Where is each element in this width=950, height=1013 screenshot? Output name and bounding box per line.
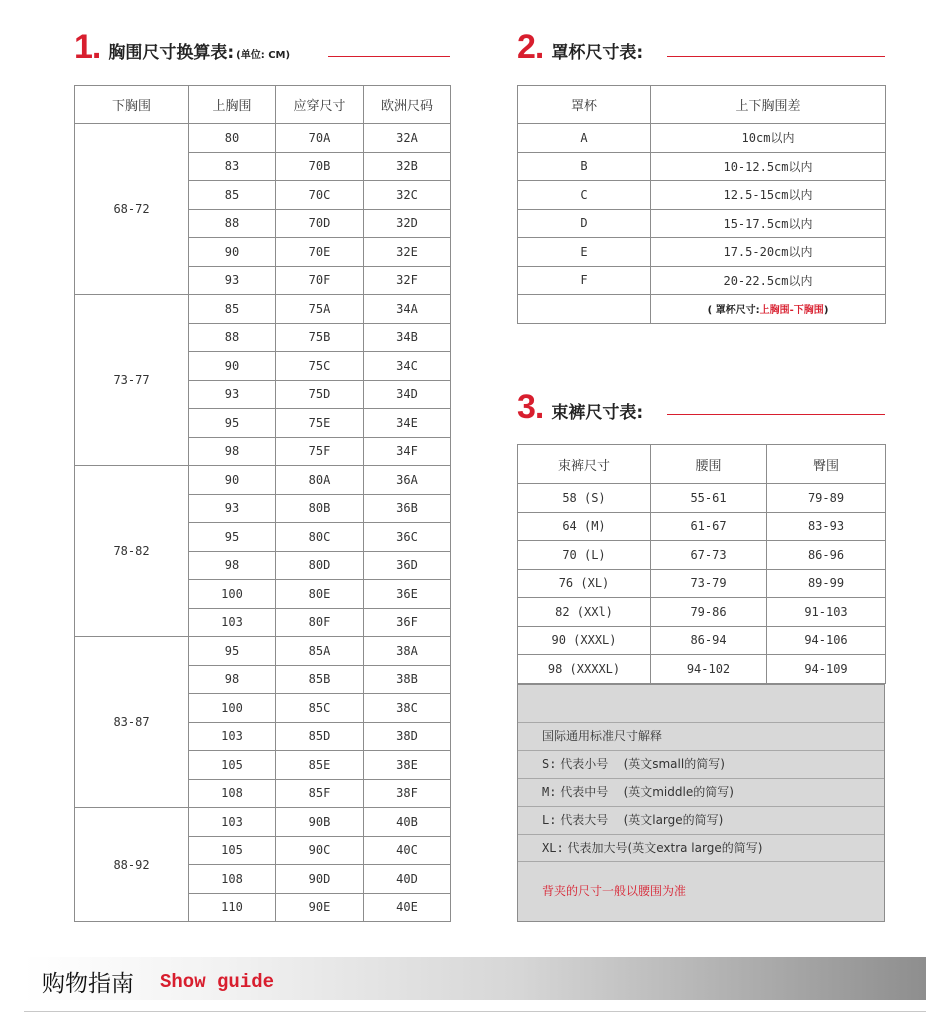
table-cell: 105 xyxy=(189,751,276,780)
size-line-xl xyxy=(518,834,884,862)
table-cell: 10cm以内 xyxy=(651,124,886,153)
table-cell: 70 (L) xyxy=(518,541,651,570)
size-line-l xyxy=(518,806,884,834)
table-cell: 79-89 xyxy=(767,484,886,513)
table-cell: 70E xyxy=(276,238,364,267)
table-cell: 95 xyxy=(189,523,276,552)
column-header: 束裤尺寸 xyxy=(518,445,651,484)
guide-title-en: Show guide xyxy=(160,971,275,993)
table-cell: 34E xyxy=(364,409,451,438)
table-cell: 95 xyxy=(189,409,276,438)
table-cell: 73-79 xyxy=(651,569,767,598)
section-title-text: 胸围尺寸换算表: xyxy=(108,43,235,63)
column-header: 臀围 xyxy=(767,445,886,484)
table-cell: 32B xyxy=(364,152,451,181)
table-cell: 90 xyxy=(189,238,276,267)
table-cell: 40D xyxy=(364,865,451,894)
section-number: 1. xyxy=(74,28,101,66)
table-cell: 40C xyxy=(364,836,451,865)
section-divider xyxy=(667,414,885,415)
table-row xyxy=(518,512,886,541)
table-cell: 15-17.5cm以内 xyxy=(651,209,886,238)
table-cell: 64 (M) xyxy=(518,512,651,541)
table-cell: 94-106 xyxy=(767,626,886,655)
table-cell: 100 xyxy=(189,694,276,723)
table-cell: 40B xyxy=(364,808,451,837)
table-cell: 34C xyxy=(364,352,451,381)
table-cell: 75A xyxy=(276,295,364,324)
table-cell: 98 xyxy=(189,437,276,466)
shapewear-size-table xyxy=(517,444,886,684)
table-cell: 98 (XXXXL) xyxy=(518,655,651,684)
table-cell: 108 xyxy=(189,865,276,894)
table-row xyxy=(75,295,451,324)
size-detail: (英文middle的简写) xyxy=(623,785,734,799)
table-cell: 108 xyxy=(189,779,276,808)
table-row xyxy=(518,238,886,267)
size-meaning: 代表大号 xyxy=(560,813,609,827)
cup-section-title xyxy=(517,30,643,64)
table-cell: 36C xyxy=(364,523,451,552)
table-cell: 90C xyxy=(276,836,364,865)
table-row xyxy=(518,626,886,655)
table-cell: 100 xyxy=(189,580,276,609)
table-row xyxy=(518,295,886,324)
table-cell: 80B xyxy=(276,494,364,523)
table-cell: 36E xyxy=(364,580,451,609)
table-cell: 36B xyxy=(364,494,451,523)
table-cell: 94-109 xyxy=(767,655,886,684)
shapewear-table-body xyxy=(518,484,886,684)
section-title-text: 罩杯尺寸表: xyxy=(551,43,644,63)
column-header: 腰围 xyxy=(651,445,767,484)
table-row xyxy=(75,124,451,153)
cup-formula-note xyxy=(651,295,886,324)
table-cell: 85C xyxy=(276,694,364,723)
table-cell: A xyxy=(518,124,651,153)
table-cell: 32F xyxy=(364,266,451,295)
table-cell: 80E xyxy=(276,580,364,609)
cup-table-body xyxy=(518,124,886,295)
table-cell: 91-103 xyxy=(767,598,886,627)
bottom-divider xyxy=(24,1011,926,1012)
table-cell: 70A xyxy=(276,124,364,153)
table-cell: 98 xyxy=(189,551,276,580)
table-cell: F xyxy=(518,266,651,295)
table-cell: 32C xyxy=(364,181,451,210)
size-meaning: 代表中号 xyxy=(560,785,609,799)
bra-table-body xyxy=(75,124,451,922)
table-row xyxy=(518,598,886,627)
table-cell: 36A xyxy=(364,466,451,495)
table-cell: 38F xyxy=(364,779,451,808)
table-cell: 32D xyxy=(364,209,451,238)
table-row xyxy=(518,541,886,570)
table-cell: E xyxy=(518,238,651,267)
under-bust-cell: 73-77 xyxy=(75,295,189,466)
column-header: 上胸围 xyxy=(189,86,276,124)
table-cell: 88 xyxy=(189,323,276,352)
table-cell: 55-61 xyxy=(651,484,767,513)
section-number: 3. xyxy=(517,388,544,426)
table-cell: B xyxy=(518,152,651,181)
table-cell: 76 (XL) xyxy=(518,569,651,598)
table-cell: 38C xyxy=(364,694,451,723)
table-cell: 75D xyxy=(276,380,364,409)
table-cell: 38D xyxy=(364,722,451,751)
note-prefix: ( 罩杯尺寸: xyxy=(707,305,760,317)
table-cell: 75B xyxy=(276,323,364,352)
table-cell: 61-67 xyxy=(651,512,767,541)
table-cell: 110 xyxy=(189,893,276,922)
table-cell: 85D xyxy=(276,722,364,751)
section-unit: (单位: CM) xyxy=(236,50,291,61)
bra-size-table xyxy=(74,85,451,922)
table-cell: 90 (XXXL) xyxy=(518,626,651,655)
under-bust-cell: 88-92 xyxy=(75,808,189,922)
table-row xyxy=(518,655,886,684)
cup-size-table xyxy=(517,85,886,324)
table-cell: 89-99 xyxy=(767,569,886,598)
size-meaning: 代表小号 xyxy=(560,757,609,771)
table-cell: 103 xyxy=(189,722,276,751)
size-code: XL: xyxy=(542,841,564,855)
table-cell: 34D xyxy=(364,380,451,409)
under-bust-cell: 78-82 xyxy=(75,466,189,637)
table-row xyxy=(518,569,886,598)
table-cell: 36D xyxy=(364,551,451,580)
table-cell: 70C xyxy=(276,181,364,210)
table-cell: 58 (S) xyxy=(518,484,651,513)
table-cell: 90E xyxy=(276,893,364,922)
shapewear-section-title xyxy=(517,390,643,424)
table-cell: 90D xyxy=(276,865,364,894)
table-row xyxy=(75,466,451,495)
table-cell: 93 xyxy=(189,380,276,409)
table-cell: 85B xyxy=(276,665,364,694)
table-cell: 17.5-20cm以内 xyxy=(651,238,886,267)
table-cell: 32A xyxy=(364,124,451,153)
table-cell: 75E xyxy=(276,409,364,438)
table-cell xyxy=(518,295,651,324)
table-cell: 90 xyxy=(189,466,276,495)
table-cell: 67-73 xyxy=(651,541,767,570)
table-row xyxy=(518,152,886,181)
table-cell: 40E xyxy=(364,893,451,922)
waist-note: 背夹的尺寸一般以腰围为准 xyxy=(542,884,687,898)
table-cell: D xyxy=(518,209,651,238)
size-explanation-box xyxy=(517,684,885,922)
note-suffix: ) xyxy=(823,305,829,317)
table-cell: 105 xyxy=(189,836,276,865)
table-cell: 70F xyxy=(276,266,364,295)
table-row xyxy=(75,808,451,837)
table-cell: 80 xyxy=(189,124,276,153)
table-cell: 82 (XXl) xyxy=(518,598,651,627)
table-cell: 79-86 xyxy=(651,598,767,627)
size-code: M: xyxy=(542,785,557,799)
table-cell: 83-93 xyxy=(767,512,886,541)
size-line-m xyxy=(518,778,884,806)
table-cell: 38E xyxy=(364,751,451,780)
table-row xyxy=(518,209,886,238)
table-cell: 38A xyxy=(364,637,451,666)
table-cell: 94-102 xyxy=(651,655,767,684)
table-cell: 85 xyxy=(189,181,276,210)
section-number: 2. xyxy=(517,28,544,66)
table-cell: 98 xyxy=(189,665,276,694)
column-header: 上下胸围差 xyxy=(651,86,886,124)
size-code: L: xyxy=(542,813,557,827)
size-meaning: 代表加大号 xyxy=(567,841,628,855)
table-cell: 85 xyxy=(189,295,276,324)
column-header: 罩杯 xyxy=(518,86,651,124)
table-cell: 88 xyxy=(189,209,276,238)
table-cell: 80A xyxy=(276,466,364,495)
note-formula: 上胸围-下胸围 xyxy=(759,305,824,317)
size-code: S: xyxy=(542,757,557,771)
section-title-text: 束裤尺寸表: xyxy=(551,403,644,423)
table-cell: 86-96 xyxy=(767,541,886,570)
table-row xyxy=(518,124,886,153)
size-detail: (英文large的简写) xyxy=(623,813,724,827)
size-detail: (英文extra large的简写) xyxy=(627,841,763,855)
table-cell: 83 xyxy=(189,152,276,181)
table-cell: C xyxy=(518,181,651,210)
table-cell: 70B xyxy=(276,152,364,181)
table-cell: 34A xyxy=(364,295,451,324)
column-header: 下胸围 xyxy=(75,86,189,124)
table-cell: 103 xyxy=(189,608,276,637)
table-cell: 90 xyxy=(189,352,276,381)
table-cell: 103 xyxy=(189,808,276,837)
table-cell: 86-94 xyxy=(651,626,767,655)
table-cell: 20-22.5cm以内 xyxy=(651,266,886,295)
table-cell: 85F xyxy=(276,779,364,808)
table-cell: 93 xyxy=(189,266,276,295)
table-cell: 70D xyxy=(276,209,364,238)
table-cell: 32E xyxy=(364,238,451,267)
table-cell: 10-12.5cm以内 xyxy=(651,152,886,181)
table-cell: 38B xyxy=(364,665,451,694)
table-row xyxy=(518,484,886,513)
table-cell: 36F xyxy=(364,608,451,637)
table-cell: 93 xyxy=(189,494,276,523)
table-cell: 34F xyxy=(364,437,451,466)
table-cell: 12.5-15cm以内 xyxy=(651,181,886,210)
table-cell: 80C xyxy=(276,523,364,552)
table-cell: 34B xyxy=(364,323,451,352)
table-cell: 75C xyxy=(276,352,364,381)
guide-title-cn: 购物指南 xyxy=(42,971,134,997)
column-header: 应穿尺寸 xyxy=(276,86,364,124)
size-detail: (英文small的简写) xyxy=(623,757,725,771)
bra-section-title xyxy=(74,30,290,64)
shopping-guide-bar xyxy=(24,957,926,1000)
table-cell: 80D xyxy=(276,551,364,580)
under-bust-cell: 68-72 xyxy=(75,124,189,295)
table-row xyxy=(518,181,886,210)
section-divider xyxy=(328,56,450,57)
size-line-s xyxy=(518,750,884,778)
size-explanation-title: 国际通用标准尺寸解释 xyxy=(518,722,884,750)
table-cell: 85A xyxy=(276,637,364,666)
table-cell: 75F xyxy=(276,437,364,466)
column-header: 欧洲尺码 xyxy=(364,86,451,124)
table-cell: 85E xyxy=(276,751,364,780)
table-row xyxy=(518,266,886,295)
under-bust-cell: 83-87 xyxy=(75,637,189,808)
table-cell: 95 xyxy=(189,637,276,666)
table-cell: 80F xyxy=(276,608,364,637)
section-divider xyxy=(667,56,885,57)
table-row xyxy=(75,637,451,666)
table-cell: 90B xyxy=(276,808,364,837)
